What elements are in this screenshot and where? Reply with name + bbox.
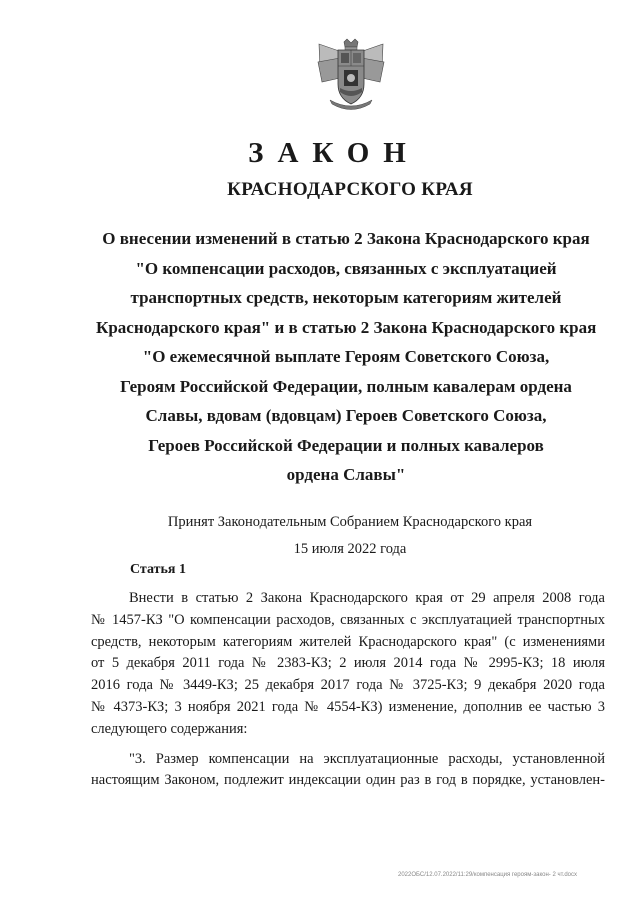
file-footer: 2022ОБС/12.07.2022/11:29/компенсация героям-закон- 2 чт.docx	[398, 872, 578, 878]
paragraph-line: следующего содержания:	[91, 720, 248, 737]
adoption-note	[0, 509, 640, 563]
subject-line: ордена Славы"	[286, 465, 406, 484]
adoption-date: 15 июля 2022 года	[293, 541, 407, 557]
article-heading: Статья 1	[130, 562, 186, 577]
adoption-body: Принят Законодательным Собранием Краснодарского края	[167, 514, 533, 530]
paragraph-line: "3. Размер компенсации на эксплуатационные расходы, установленной	[129, 750, 605, 767]
subject-line: Героям Российской Федерации, полным кавалерам ордена	[120, 376, 572, 396]
region-title: КРАСНОДАРСКОГО КРАЯ	[227, 179, 473, 200]
subject-line: Героев Российской Федерации и полных кавалеров	[148, 435, 544, 455]
subject-line: О внесении изменений в статью 2 Закона Краснодарского края	[102, 229, 590, 248]
paragraph-line: № 4373-КЗ; 3 ноября 2021 года № 4554-КЗ) изменение, дополнив ее частью 3	[91, 698, 605, 715]
paragraph-line: 2016 года № 3449-КЗ; 25 декабря 2017 года № 3725-КЗ; 9 декабря 2020 года	[91, 677, 605, 694]
coat-of-arms-icon	[316, 38, 386, 112]
subject-line: Славы, вдовам (вдовцам) Героев Советского Союза,	[145, 406, 547, 425]
subject-line: "О компенсации расходов, связанных с эксплуатацией	[135, 258, 557, 278]
paragraph-line: настоящим Законом, подлежит индексации один раз в год в порядке, установлен-	[91, 772, 605, 789]
subject-line: Краснодарского края" и в статью 2 Закона Краснодарского края	[96, 317, 597, 337]
paragraph-line: от 5 декабря 2011 года № 2383-КЗ; 2 июля 2014 года № 2995-КЗ; 18 июля	[91, 655, 605, 672]
law-title: ЗАКОН	[248, 137, 420, 169]
article-body	[91, 588, 605, 792]
subject-line: транспортных средств, некоторым категориям жителей	[130, 288, 562, 307]
paragraph-line: № 1457-КЗ "О компенсации расходов, связанных с эксплуатацией транспортных	[91, 611, 605, 628]
law-subject	[96, 224, 596, 490]
paragraph-line: средств, некоторым категориям жителей Краснодарского края" (с изменениями	[91, 633, 605, 650]
paragraph-line: Внести в статью 2 Закона Краснодарского края от 29 апреля 2008 года	[129, 590, 605, 606]
subject-line: "О ежемесячной выплате Героям Советского Союза,	[142, 347, 550, 366]
